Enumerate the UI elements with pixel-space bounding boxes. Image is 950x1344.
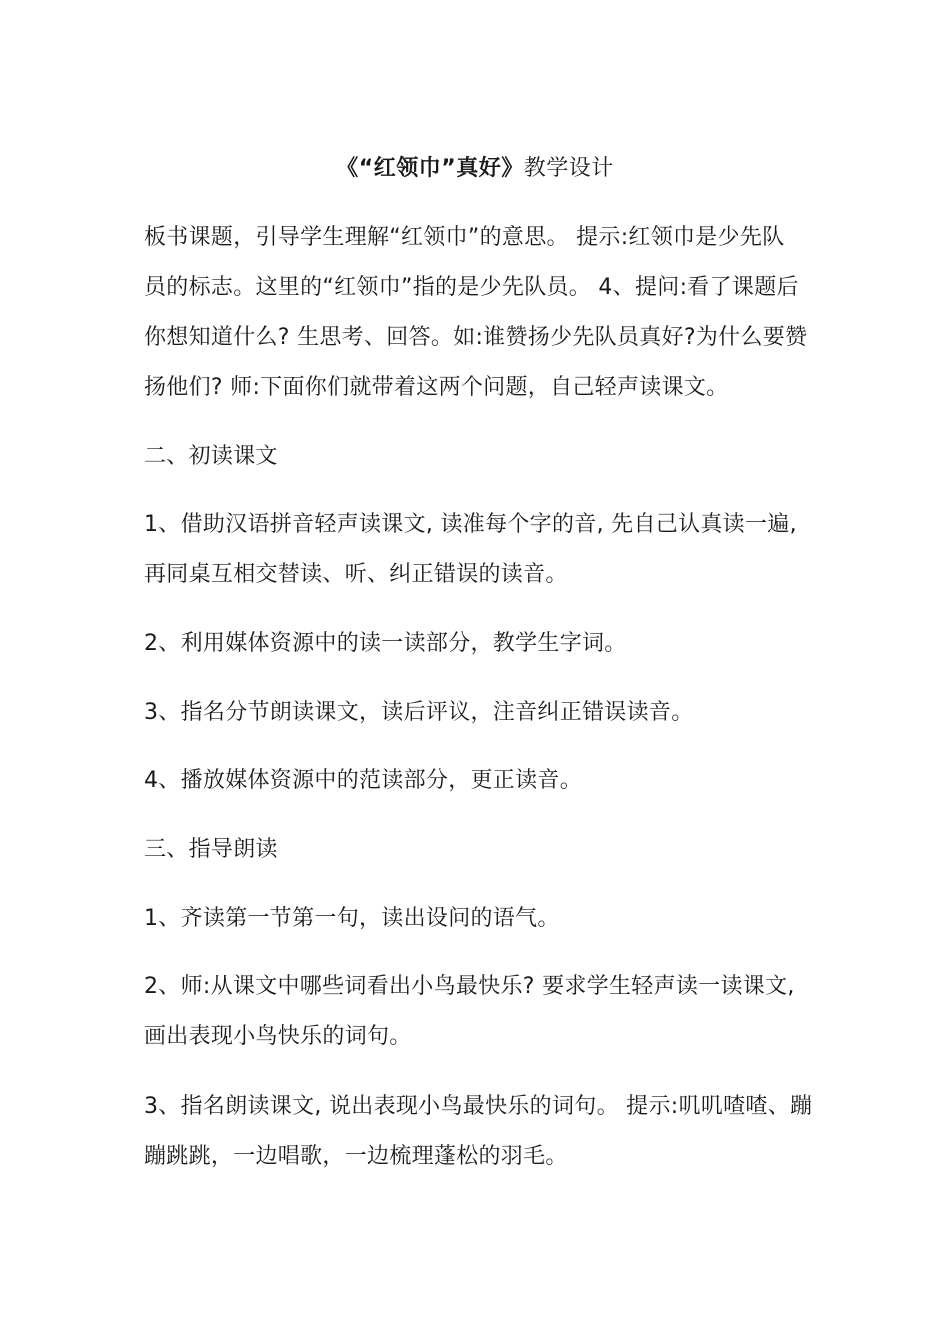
paragraph-line: 4、播放媒体资源中的范读部分，更正读音。 [144,768,582,793]
paragraph-intro [144,213,810,413]
section-heading-3 [144,825,810,875]
document-title-main: 《“红领巾”真好》 [336,156,524,181]
section-heading-2 [144,432,810,482]
paragraph-line: 1、借助汉语拼音轻声读课文, 读准每个字的音, 先自己认真读一遍, [144,512,797,537]
paragraph-line: 2、利用媒体资源中的读一读部分，教学生字词。 [144,631,627,656]
paragraph-step-3 [144,688,810,738]
paragraph-line: 再同桌互相交替读、听、纠正错误的读音。 [144,562,568,587]
paragraph-line: 员的标志。这里的“红领巾”指的是少先队员。 4、提问:看了课题后 [144,275,799,300]
paragraph-reading-1 [144,894,810,944]
paragraph-line: 画出表现小鸟快乐的词句。 [144,1024,412,1049]
paragraph-line: 2、师:从课文中哪些词看出小鸟最快乐? 要求学生轻声读一读课文, [144,974,795,999]
paragraph-reading-2 [144,962,810,1062]
section-heading: 三、指导朗读 [144,837,278,862]
paragraph-step-2 [144,619,810,669]
paragraph-line: 3、指名朗读课文, 说出表现小鸟最快乐的词句。 提示:叽叽喳喳、蹦 [144,1094,813,1119]
section-heading: 二、初读课文 [144,444,278,469]
paragraph-line: 你想知道什么? 生思考、回答。如:谁赞扬少先队员真好?为什么要赞 [144,325,808,350]
document-title [0,153,950,185]
paragraph-line: 板书课题，引导学生理解“红领巾”的意思。 提示:红领巾是少先队 [144,225,785,250]
paragraph-step-4 [144,756,810,806]
paragraph-line: 扬他们? 师:下面你们就带着这两个问题，自己轻声读课文。 [144,375,729,400]
paragraph-reading-3 [144,1082,813,1182]
paragraph-line: 蹦跳跳，一边唱歌，一边梳理蓬松的羽毛。 [144,1144,568,1169]
document-title-suffix: 教学设计 [523,156,614,181]
paragraph-line: 3、指名分节朗读课文，读后评议，注音纠正错误读音。 [144,700,694,725]
paragraph-step-1 [144,500,810,600]
paragraph-line: 1、齐读第一节第一句，读出设问的语气。 [144,906,560,931]
